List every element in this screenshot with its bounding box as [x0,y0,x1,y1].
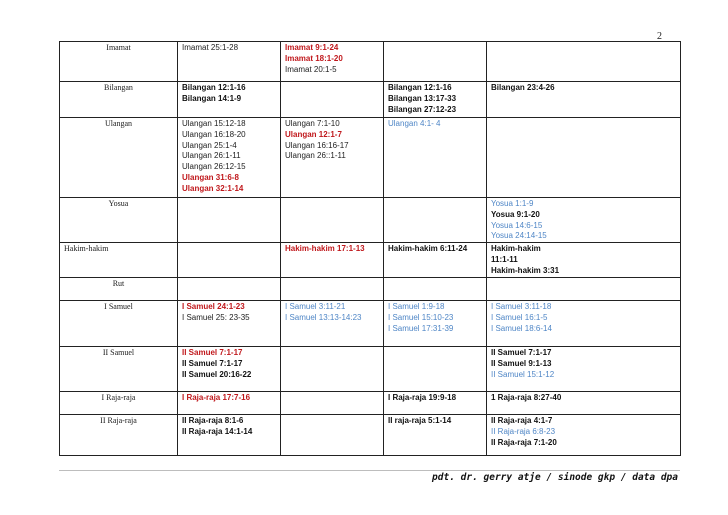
scripture-reference: Imamat 25:1-28 [182,43,239,52]
scripture-reference: Bilangan 14:1-9 [182,93,242,103]
reading-cell [384,82,487,118]
book-name-cell: Hakim-hakim [60,243,178,278]
reading-cell [178,278,281,301]
scripture-reference: I Samuel 13:13-14:23 [285,312,362,322]
reading-cell [487,243,681,278]
reading-cell [384,392,487,415]
scripture-reference: II Raja-raja 8:1-6 [182,416,244,426]
scripture-reference: Ulangan 16:16-17 [285,140,349,150]
scripture-reference: I Raja-raja 19:9-18 [388,393,457,403]
scripture-reference: Ulangan 12:1-7 [285,129,342,139]
book-name-cell: Yosua [60,198,178,243]
reading-cell [281,198,384,243]
scripture-reference: II Samuel 7:1-17 [182,348,243,358]
reading-cell [178,118,281,198]
reading-cell [384,198,487,243]
book-name-cell: II Raja-raja [60,415,178,456]
scripture-reference: Yosua 24:14-15 [491,231,547,241]
scripture-reference: Ulangan 15:12-18 [182,119,246,128]
scripture-reference: Bilangan 23:4-26 [491,83,555,92]
book-name-cell: Rut [60,278,178,301]
scripture-reference: II Raja-raja 6:8-23 [491,426,556,436]
reading-cell [281,278,384,301]
book-name-cell: I Samuel [60,301,178,347]
reading-cell [384,243,487,278]
book-name-cell: Imamat [60,42,178,82]
scripture-reference: II Samuel 7:1-17 [491,348,552,358]
reading-cell [281,392,384,415]
scripture-reference: II Raja-raja 7:1-20 [491,437,557,447]
reading-cell [178,301,281,347]
scripture-reference: Ulangan 7:1-10 [285,119,340,128]
scripture-reference: II raja-raja 5:1-14 [388,416,452,426]
reading-cell [281,301,384,347]
reading-cell [178,415,281,456]
scripture-reference: Yosua 9:1-20 [491,209,540,219]
table-row [60,301,681,347]
scripture-reference: Ulangan 25:1-4 [182,140,237,150]
scripture-reference: II Samuel 9:1-13 [491,358,552,368]
footer-divider [59,470,680,471]
reading-cell [384,347,487,392]
table-row [60,347,681,392]
scripture-reference: Ulangan 32:1-14 [182,183,244,193]
scripture-reference: Ulangan 4:1- 4 [388,119,441,128]
reading-cell [487,415,681,456]
scripture-reference: Bilangan 12:1-16 [388,83,452,92]
page-number: 2 [657,31,662,42]
scripture-reference: II Raja-raja 4:1-7 [491,416,553,426]
reading-cell [281,243,384,278]
table-row [60,415,681,456]
reading-cell [178,392,281,415]
scripture-reading-table [59,41,681,456]
table-row [60,82,681,118]
scripture-reference: II Raja-raja 14:1-14 [182,426,253,436]
scripture-reference: Hakim-hakim 6:11-24 [388,244,468,254]
scripture-reference: II Samuel 20:16-22 [182,369,252,379]
table-row [60,198,681,243]
scripture-reference: II Samuel 7:1-17 [182,358,243,368]
reading-cell [487,301,681,347]
reading-cell [384,301,487,347]
reading-cell [384,278,487,301]
reading-cell [178,198,281,243]
scripture-reference: Hakim-hakim 17:1-13 [285,244,365,254]
scripture-reference: II Samuel 15:1-12 [491,369,555,379]
reading-cell [487,42,681,82]
scripture-reference: Hakim-hakim 3:31 [491,265,560,275]
scripture-reference: I Samuel 24:1-23 [182,302,245,312]
reading-cell [487,198,681,243]
scripture-reference: I Samuel 15:10-23 [388,312,454,322]
scripture-reference: Bilangan 12:1-16 [182,83,246,92]
book-name-cell: Ulangan [60,118,178,198]
book-name-cell: I Raja-raja [60,392,178,415]
reading-cell [487,278,681,301]
reading-cell [487,347,681,392]
reading-cell [281,118,384,198]
scripture-reference: Ulangan 31:6-8 [182,172,239,182]
table-row [60,243,681,278]
scripture-reference: Imamat 9:1-24 [285,43,339,52]
footer-author-line: pdt. dr. gerry atje / sinode gkp / data dpa [432,472,678,483]
reading-cell [281,415,384,456]
scripture-reference: Bilangan 13:17-33 [388,93,457,103]
scripture-reference: I Samuel 18:6-14 [491,323,552,333]
scripture-reference: Ulangan 26:12-15 [182,162,246,172]
reading-cell [487,82,681,118]
book-name-cell: Bilangan [60,82,178,118]
reading-cell [384,42,487,82]
table-row [60,392,681,415]
reading-cell [281,347,384,392]
scripture-reference: 11:1-11 [491,254,518,264]
reading-cell [178,347,281,392]
reading-cell [384,118,487,198]
reading-cell [178,243,281,278]
scripture-reference: 1 Raja-raja 8:27-40 [491,393,562,403]
scripture-reference: Ulangan 26::1-11 [285,151,346,161]
reading-cell [178,42,281,82]
book-name-cell: II Samuel [60,347,178,392]
reading-cell [487,392,681,415]
scripture-reference: Yosua 14:6-15 [491,220,543,230]
reading-cell [384,415,487,456]
scripture-reference: I Samuel 25: 23-35 [182,312,250,322]
scripture-reference: Imamat 18:1-20 [285,53,343,63]
reading-cell [487,118,681,198]
table-row [60,42,681,82]
reading-cell [281,42,384,82]
reading-cell [281,82,384,118]
scripture-reference: Hakim-hakim [491,244,541,254]
scripture-reference: Bilangan 27:12-23 [388,104,457,114]
scripture-reference: I Samuel 3:11-18 [491,302,552,312]
reading-cell [178,82,281,118]
table-body [60,42,681,456]
scripture-reference: Yosua 1:1-9 [491,199,534,208]
scripture-reference: I Samuel 16:1-5 [491,312,548,322]
scripture-reference: I Samuel 17:31-39 [388,323,454,333]
scripture-reference: Ulangan 16:18-20 [182,129,246,139]
table-row [60,118,681,198]
scripture-reference: I Samuel 1:9-18 [388,302,445,312]
scripture-reference: I Raja-raja 17:7-16 [182,393,251,403]
scripture-reference: Ulangan 26:1-11 [182,151,241,161]
table-row [60,278,681,301]
scripture-reference: I Samuel 3:11-21 [285,302,346,312]
scripture-reference: Imamat 20:1-5 [285,64,337,74]
